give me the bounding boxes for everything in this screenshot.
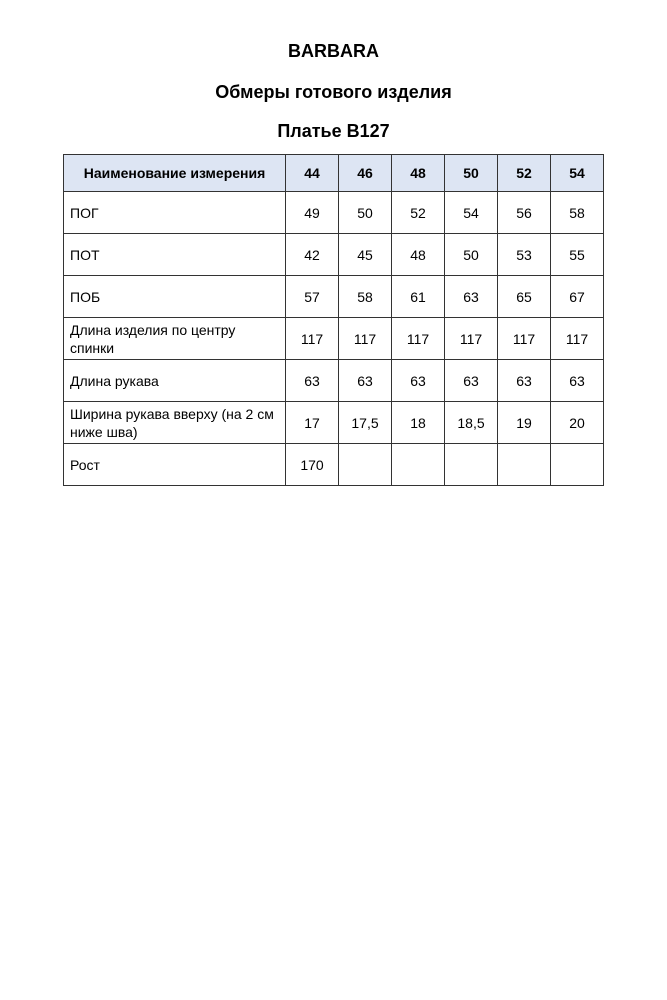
- measurement-value-cell: 63: [339, 360, 392, 402]
- measurement-value-cell: 63: [445, 276, 498, 318]
- measurement-value-cell: 42: [286, 234, 339, 276]
- product-model: Платье B127: [277, 121, 390, 141]
- measurement-value-cell: 18: [392, 402, 445, 444]
- header-size: 54: [551, 155, 604, 192]
- measurement-value-cell: 63: [498, 360, 551, 402]
- measurement-value-cell: [445, 444, 498, 486]
- header-measurement-name: Наименование измерения: [64, 155, 286, 192]
- measurement-value-cell: 63: [445, 360, 498, 402]
- measurement-value-cell: 57: [286, 276, 339, 318]
- measurement-value-cell: 53: [498, 234, 551, 276]
- header-size: 52: [498, 155, 551, 192]
- measurement-value-cell: 52: [392, 192, 445, 234]
- measurement-value-cell: 19: [498, 402, 551, 444]
- header-row: [64, 155, 604, 192]
- measurement-value-cell: 63: [551, 360, 604, 402]
- measurement-name-cell: Рост: [64, 444, 286, 486]
- table-row: [64, 360, 604, 402]
- measurement-value-cell: [339, 444, 392, 486]
- measurement-value-cell: 117: [286, 318, 339, 360]
- header-size: 50: [445, 155, 498, 192]
- table-header: [64, 155, 604, 192]
- header-size: 48: [392, 155, 445, 192]
- measurement-value-cell: 50: [339, 192, 392, 234]
- measurement-value-cell: 58: [551, 192, 604, 234]
- measurement-name-cell: ПОГ: [64, 192, 286, 234]
- measurement-value-cell: 117: [392, 318, 445, 360]
- measurement-value-cell: 117: [445, 318, 498, 360]
- measurement-value-cell: 18,5: [445, 402, 498, 444]
- measurement-name-cell: ПОТ: [64, 234, 286, 276]
- table-row: [64, 402, 604, 444]
- measurement-value-cell: 56: [498, 192, 551, 234]
- measurement-value-cell: 170: [286, 444, 339, 486]
- measurement-value-cell: 58: [339, 276, 392, 318]
- measurement-value-cell: 17,5: [339, 402, 392, 444]
- table-row: [64, 234, 604, 276]
- measurement-value-cell: [392, 444, 445, 486]
- measurement-value-cell: 117: [339, 318, 392, 360]
- measurement-name-cell: ПОБ: [64, 276, 286, 318]
- measurement-value-cell: 20: [551, 402, 604, 444]
- measurement-value-cell: 65: [498, 276, 551, 318]
- measurement-value-cell: 45: [339, 234, 392, 276]
- measurement-value-cell: 63: [286, 360, 339, 402]
- measurement-name-cell: Длина рукава: [64, 360, 286, 402]
- measurement-value-cell: 48: [392, 234, 445, 276]
- table-body: [64, 192, 604, 486]
- measurement-value-cell: [498, 444, 551, 486]
- header-size: 44: [286, 155, 339, 192]
- table-row: [64, 318, 604, 360]
- measurement-value-cell: [551, 444, 604, 486]
- measurement-value-cell: 63: [392, 360, 445, 402]
- measurement-value-cell: 55: [551, 234, 604, 276]
- measurement-name-cell: Ширина рукава вверху (на 2 см ниже шва): [64, 402, 286, 444]
- measurement-value-cell: 67: [551, 276, 604, 318]
- header-size: 46: [339, 155, 392, 192]
- table-row: [64, 444, 604, 486]
- measurement-value-cell: 50: [445, 234, 498, 276]
- measurements-table: [63, 154, 604, 486]
- document-subtitle: Обмеры готового изделия: [215, 82, 452, 102]
- brand-title: BARBARA: [288, 41, 379, 61]
- measurement-value-cell: 117: [551, 318, 604, 360]
- measurement-value-cell: 49: [286, 192, 339, 234]
- measurement-value-cell: 61: [392, 276, 445, 318]
- table-row: [64, 276, 604, 318]
- measurement-value-cell: 117: [498, 318, 551, 360]
- measurement-value-cell: 17: [286, 402, 339, 444]
- measurement-value-cell: 54: [445, 192, 498, 234]
- table-row: [64, 192, 604, 234]
- measurement-name-cell: Длина изделия по центру спинки: [64, 318, 286, 360]
